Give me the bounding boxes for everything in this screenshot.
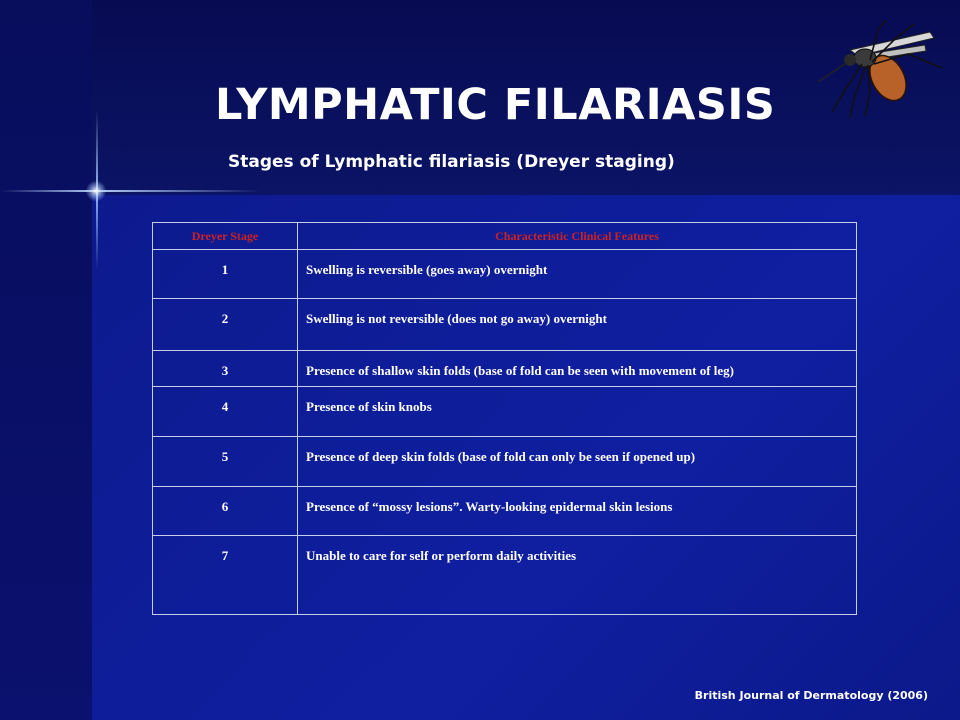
table-header-row [153, 223, 857, 250]
stage-feature: Presence of skin knobs [298, 387, 857, 437]
table-row [153, 437, 857, 487]
header-clinical-features: Characteristic Clinical Features [298, 223, 857, 250]
sparkle-horizontal-ray [0, 190, 260, 192]
stage-feature: Presence of “mossy lesions”. Warty-looking epidermal skin lesions [298, 487, 857, 536]
slide-subtitle: Stages of Lymphatic filariasis (Dreyer staging) [228, 152, 675, 172]
stage-feature: Presence of shallow skin folds (base of fold can be seen with movement of leg) [298, 351, 857, 387]
stage-number: 3 [153, 351, 298, 387]
dreyer-stages-table [152, 222, 857, 615]
slide-title: LYMPHATIC FILARIASIS [215, 80, 776, 130]
source-citation: British Journal of Dermatology (2006) [694, 689, 928, 702]
stage-number: 7 [153, 536, 298, 615]
table-row [153, 387, 857, 437]
table-row [153, 487, 857, 536]
sparkle-icon [86, 181, 106, 201]
stage-feature: Swelling is reversible (goes away) overnight [298, 250, 857, 299]
background-left-band [0, 0, 92, 720]
table-row [153, 536, 857, 615]
stage-number: 6 [153, 487, 298, 536]
table-row [153, 299, 857, 351]
stage-feature: Swelling is not reversible (does not go away) overnight [298, 299, 857, 351]
header-dreyer-stage: Dreyer Stage [153, 223, 298, 250]
stage-number: 2 [153, 299, 298, 351]
stage-number: 4 [153, 387, 298, 437]
stage-feature: Presence of deep skin folds (base of fold can only be seen if opened up) [298, 437, 857, 487]
stage-number: 1 [153, 250, 298, 299]
table-row [153, 250, 857, 299]
stage-feature: Unable to care for self or perform daily activities [298, 536, 857, 615]
stage-number: 5 [153, 437, 298, 487]
table-row [153, 351, 857, 387]
